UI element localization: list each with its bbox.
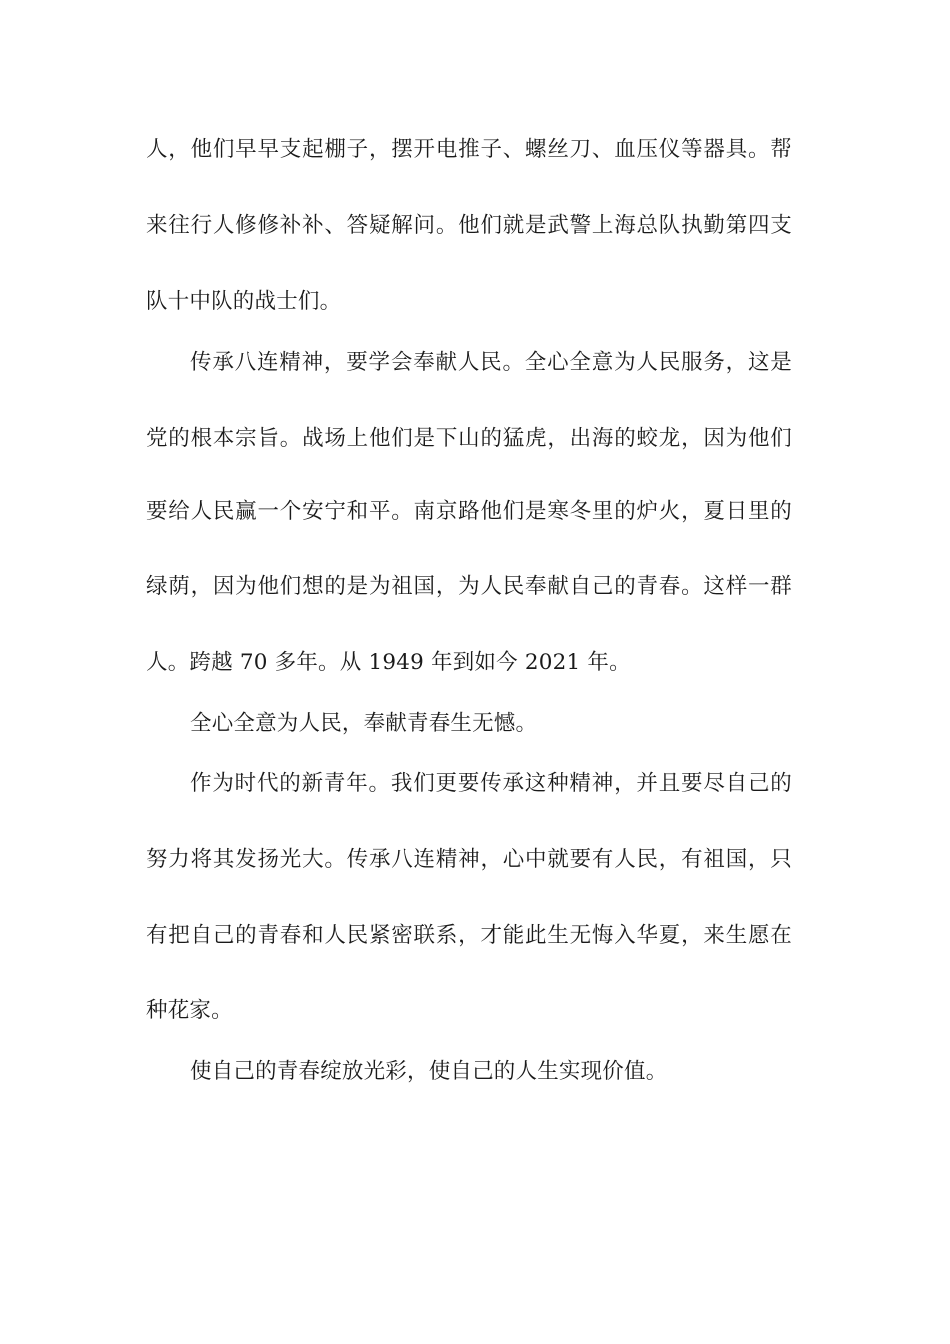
paragraph-first-line: 使自己的青春绽放光彩，使自己的人生实现价值。	[190, 1059, 668, 1084]
text-line: 种花家。	[146, 998, 233, 1023]
paragraph-first-line: 传承八连精神，要学会奉献人民。全心全意为人民服务，这是	[190, 350, 792, 375]
text-line: 来往行人修修补补、答疑解问。他们就是武警上海总队执勤第四支	[146, 213, 792, 238]
text-line: 人，他们早早支起棚子，摆开电推子、螺丝刀、血压仪等器具。帮	[146, 137, 792, 162]
text-line: 要给人民赢一个安宁和平。南京路他们是寒冬里的炉火，夏日里的	[146, 499, 792, 524]
text-line: 党的根本宗旨。战场上他们是下山的猛虎，出海的蛟龙，因为他们	[146, 426, 792, 451]
text-line: 努力将其发扬光大。传承八连精神，心中就要有人民，有祖国，只	[146, 847, 792, 872]
text-line: 人。跨越 70 多年。从 1949 年到如今 2021 年。	[146, 650, 631, 675]
text-line: 队十中队的战士们。	[146, 289, 342, 314]
text-line: 有把自己的青春和人民紧密联系，才能此生无悔入华夏，来生愿在	[146, 923, 792, 948]
paragraph-first-line: 全心全意为人民，奉献青春生无憾。	[190, 711, 538, 736]
text-line: 绿荫，因为他们想的是为祖国，为人民奉献自己的青春。这样一群	[146, 574, 792, 599]
paragraph-first-line: 作为时代的新青年。我们更要传承这种精神，并且要尽自己的	[190, 771, 792, 796]
